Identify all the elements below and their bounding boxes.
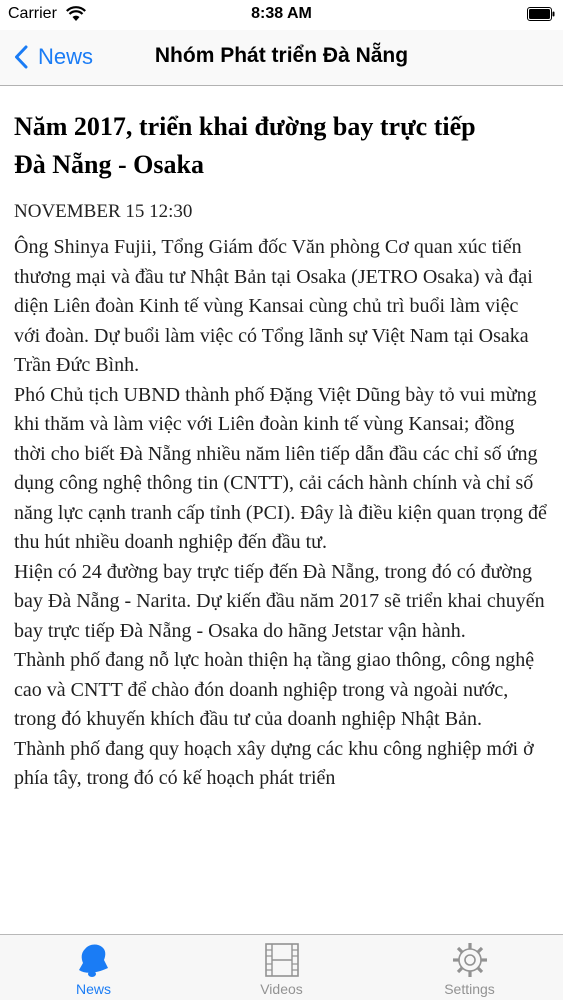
tab-bar — [0, 934, 563, 1000]
gear-icon — [451, 941, 489, 979]
navigation-bar — [0, 30, 563, 86]
tab-settings[interactable] — [376, 935, 563, 1000]
article-content[interactable] — [14, 86, 549, 934]
tab-label: Settings — [444, 981, 495, 997]
tab-videos[interactable] — [188, 935, 375, 1000]
article-paragraph: Thành phố đang quy hoạch xây dựng các khu công nghiệp mới ở phía tây, trong đó có kế hoạch phát triển — [14, 737, 534, 789]
article-title — [14, 108, 549, 184]
back-button-label: News — [38, 44, 94, 69]
carrier-label: Carrier — [8, 5, 57, 22]
status-time: 8:38 AM — [251, 5, 312, 22]
battery-icon — [527, 7, 555, 21]
article-date: NOVEMBER 15 12:30 — [14, 201, 193, 222]
status-bar — [0, 0, 563, 30]
article-paragraph: Thành phố đang nỗ lực hoàn thiện hạ tầng giao thông, công nghệ cao và CNTT để chào đón doanh nghiệp trong và ngoài nước, trong đó khuyến khích đầu tư của doanh nghiệp Nhật Bản. — [14, 649, 535, 730]
article-paragraph: Phó Chủ tịch UBND thành phố Đặng Việt Dũng bày tỏ vui mừng khi thăm và làm việc với Liên đoàn kinh tế vùng Kansai; đồng thời cho biết Đà Nẵng nhiều năm liên tiếp dẫn đầu các chỉ số ứng dụng công nghệ thông tin (CNTT), cải cách hành chính và chỉ số năng lực cạnh tranh cấp tỉnh (PCI). Đây là điều kiện quan trọng để thu hút nhiều doanh nghiệp đến đầu tư. — [14, 383, 547, 553]
page-title: Nhóm Phát triển Đà Nẵng — [154, 44, 409, 67]
article-paragraph: Ông Shinya Fujii, Tổng Giám đốc Văn phòng Cơ quan xúc tiến thương mại và đầu tư Nhật Bản tại Osaka (JETRO Osaka) và đại diện Liên đoàn Kinh tế vùng Kansai cùng chủ trì buổi làm việc với đoàn. Dự buổi làm việc có Tổng lãnh sự Việt Nam tại Osaka Trần Đức Bình. — [14, 236, 533, 376]
article-title-line: Năm 2017, triển khai đường bay trực tiếp — [14, 112, 476, 141]
bell-icon — [75, 941, 113, 979]
article-title-line: Đà Nẵng - Osaka — [14, 150, 204, 179]
tab-news[interactable] — [0, 935, 187, 1000]
tab-label: Videos — [260, 981, 303, 997]
tab-label: News — [75, 981, 111, 997]
article-body — [14, 233, 549, 794]
article-paragraph: Hiện có 24 đường bay trực tiếp đến Đà Nẵng, trong đó có đường bay Đà Nẵng - Narita. Dự kiến đầu năm 2017 sẽ triển khai chuyến bay trực tiếp Đà Nẵng - Osaka do hãng Jetstar vận hành. — [14, 560, 545, 642]
film-icon — [263, 941, 301, 979]
